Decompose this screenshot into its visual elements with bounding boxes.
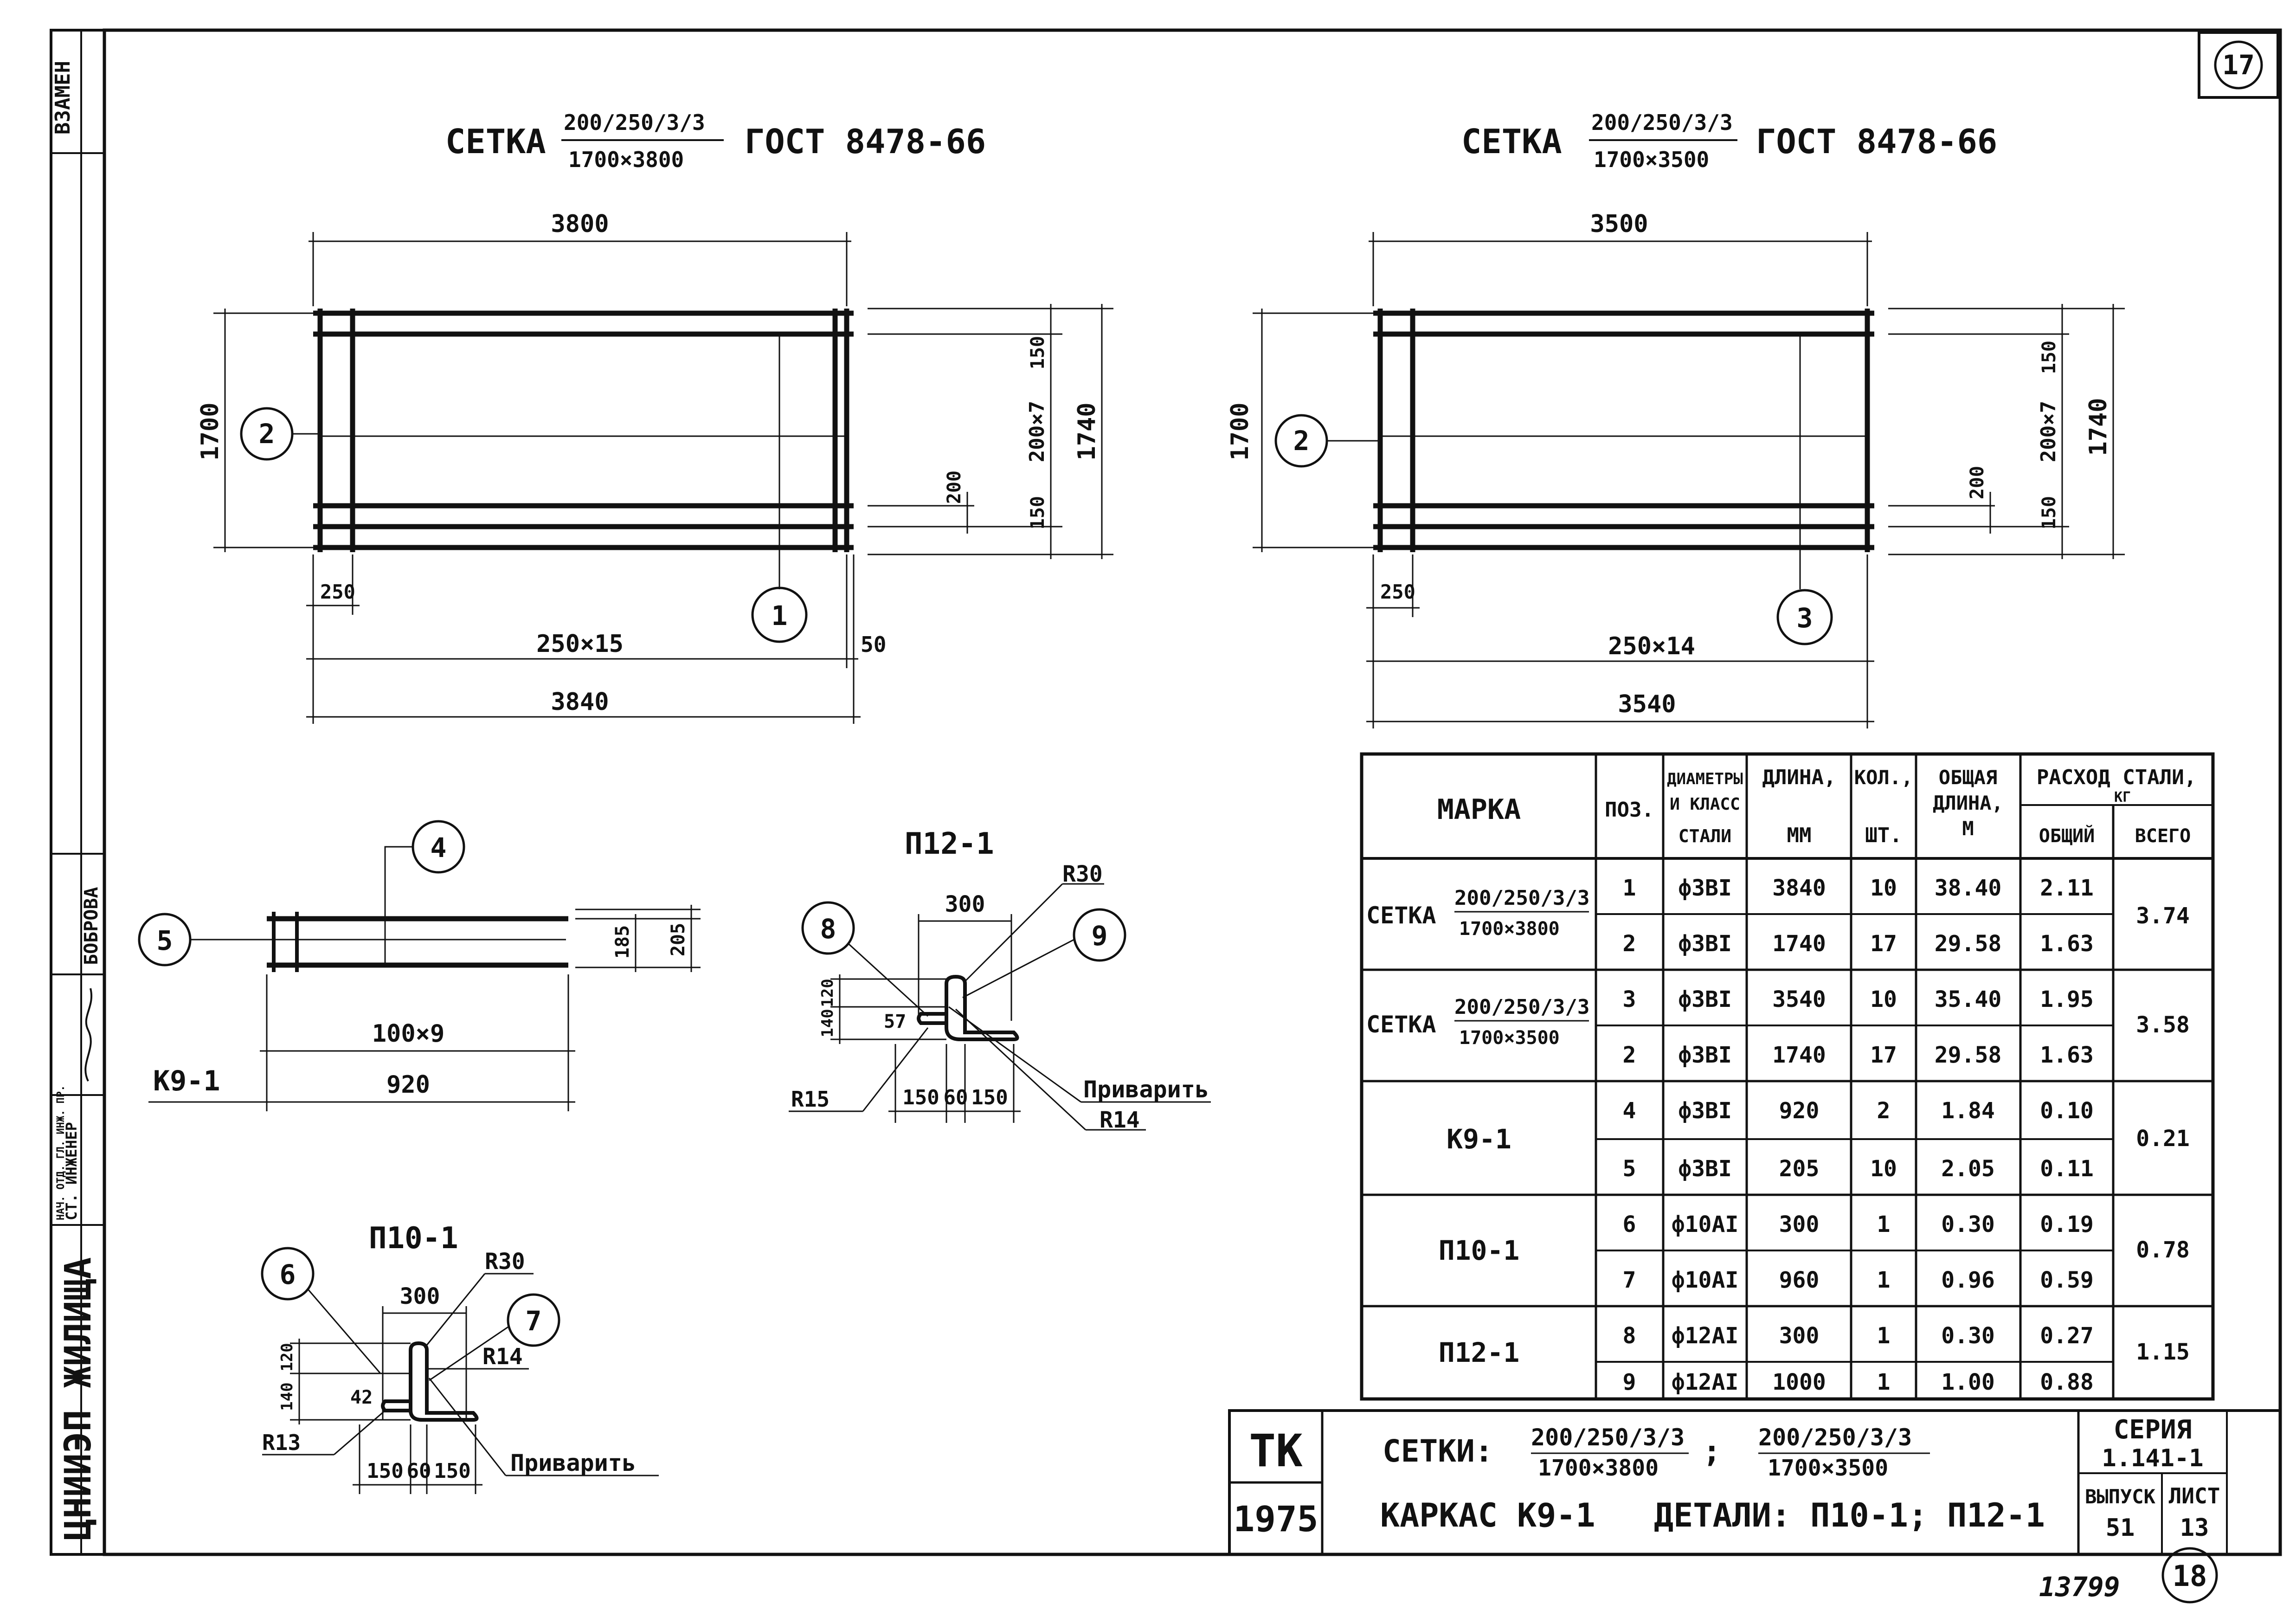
- cell-pos: 4: [1622, 1098, 1636, 1124]
- sheet-value: 13: [2180, 1514, 2209, 1542]
- mesh1-dim-top: 3800: [551, 210, 609, 238]
- cell-kg: 1.63: [2040, 1042, 2094, 1068]
- cell-total: 29.58: [1934, 1042, 2002, 1068]
- p10-weld: Приварить: [510, 1450, 636, 1476]
- p10-title: П10-1: [369, 1221, 458, 1256]
- mesh2-title-word: СЕТКА: [1461, 122, 1562, 161]
- p10-dim-r13: R13: [262, 1430, 301, 1455]
- k9-callout-top: 4: [430, 832, 447, 863]
- cell-total: 35.40: [1934, 986, 2002, 1012]
- p12-weld: Приварить: [1083, 1076, 1209, 1103]
- table-row: [1623, 1369, 2094, 1395]
- issue-value: 51: [2105, 1514, 2135, 1542]
- cell-dia: ф12АI: [1671, 1323, 1739, 1349]
- mesh2-fraction-bottom: 1700×3500: [1594, 147, 1710, 172]
- k9-dim-920: 920: [386, 1071, 430, 1099]
- th-total-3: М: [1962, 817, 1974, 840]
- cell-len: 300: [1779, 1211, 1820, 1237]
- mesh1-title-word: СЕТКА: [445, 122, 546, 161]
- mesh2-dim-150-bottom: 150: [2039, 496, 2060, 530]
- cell-kg: 1.95: [2040, 986, 2094, 1012]
- p12-leader: [849, 944, 928, 1016]
- cell-qty: 1: [1877, 1267, 1891, 1293]
- th-len-2: ММ: [1787, 824, 1812, 847]
- th-steel-unit: КГ: [2114, 789, 2131, 806]
- cell-kg: 0.27: [2040, 1323, 2094, 1349]
- year-label: 1975: [1233, 1498, 1318, 1540]
- issue-label: ВЫПУСК: [2085, 1485, 2155, 1508]
- title-block: [1229, 1411, 2280, 1554]
- p12-dim-60: 60: [943, 1086, 968, 1109]
- cell-total: 1.00: [1941, 1369, 1995, 1395]
- table-row: [1623, 875, 2094, 901]
- detail-p12-drawing: [789, 827, 1211, 1133]
- p12-dim-150a: 150: [902, 1086, 939, 1109]
- mesh2-dim-height: 1700: [1226, 402, 1254, 461]
- tb-frac1-bottom: 1700×3800: [1538, 1455, 1659, 1481]
- cell-dia: ф3ВI: [1678, 1156, 1732, 1182]
- mesh2-dim-250x14: 250×14: [1608, 632, 1695, 660]
- p10-dim-150a: 150: [367, 1459, 404, 1483]
- th-total-2: ДЛИНА,: [1933, 792, 2003, 814]
- tb-frac1-top: 200/250/3/3: [1531, 1424, 1685, 1451]
- tb-frac2-top: 200/250/3/3: [1758, 1424, 1912, 1451]
- th-pos: ПОЗ.: [1605, 798, 1654, 822]
- mesh1-dim-150-bottom: 150: [1027, 496, 1048, 530]
- p12-callout-b: 9: [1091, 920, 1108, 952]
- cell-kg: 0.10: [2040, 1098, 2094, 1124]
- table-row: [1623, 1156, 2094, 1182]
- mesh2-callout-a: 2: [1293, 425, 1310, 457]
- th-steel-each: ОБЩИЙ: [2039, 825, 2095, 847]
- mesh1-dim-50: 50: [861, 632, 887, 657]
- cell-qty: 1: [1877, 1323, 1891, 1349]
- cell-qty: 1: [1877, 1369, 1891, 1395]
- p12-dim-r15: R15: [791, 1087, 830, 1112]
- p12-dim-140: 140: [818, 1009, 837, 1037]
- p12-bar-shape: [919, 1014, 946, 1023]
- detail-p10-drawing: [262, 1221, 659, 1494]
- cell-len: 300: [1779, 1323, 1820, 1349]
- cell-kg: 0.88: [2040, 1369, 2094, 1395]
- cell-dia: ф3ВI: [1678, 931, 1732, 957]
- group-mark: К9-1: [1447, 1123, 1511, 1155]
- cell-total: 0.30: [1941, 1323, 1995, 1349]
- p10-leader: [309, 1290, 380, 1373]
- group-total: 0.78: [2136, 1237, 2190, 1263]
- cell-len: 1000: [1772, 1369, 1826, 1395]
- cell-total: 1.84: [1941, 1098, 1995, 1124]
- cell-pos: 7: [1622, 1267, 1636, 1293]
- th-qty-1: КОЛ.,: [1854, 766, 1913, 789]
- mesh1-fraction-bottom: 1700×3800: [568, 147, 684, 172]
- p12-dim-r30: R30: [1062, 861, 1103, 887]
- tk-label: ТК: [1249, 1425, 1303, 1477]
- table-row: [1623, 1042, 2094, 1068]
- mesh2-fraction-top: 200/250/3/3: [1591, 110, 1733, 135]
- series-value: 1.141-1: [2102, 1444, 2204, 1472]
- th-steel-all: ВСЕГО: [2135, 825, 2191, 847]
- cell-total: 0.96: [1941, 1267, 1995, 1293]
- mesh1-dim-200x7: 200×7: [1025, 400, 1049, 463]
- group-mark: П10-1: [1438, 1235, 1520, 1266]
- mesh2-dim-200: 200: [1967, 465, 1988, 500]
- th-steel-1: РАСХОД СТАЛИ,: [2036, 766, 2197, 789]
- table-row: [1623, 986, 2094, 1012]
- cell-len: 960: [1779, 1267, 1820, 1293]
- p10-dim-300: 300: [399, 1283, 440, 1309]
- cell-pos: 2: [1622, 931, 1636, 957]
- role-row1: НАЧ. ОТД. ГЛ. ИНЖ. ПР.: [55, 1085, 67, 1220]
- cell-qty: 2: [1877, 1098, 1891, 1124]
- cell-pos: 5: [1622, 1156, 1636, 1182]
- p10-callout-a: 6: [279, 1259, 296, 1290]
- cell-pos: 6: [1622, 1211, 1636, 1237]
- p10-callout-b: 7: [525, 1305, 542, 1337]
- k9-dim-185: 185: [612, 925, 633, 959]
- cell-kg: 0.59: [2040, 1267, 2094, 1293]
- tb-frac2-bottom: 1700×3500: [1768, 1455, 1889, 1481]
- th-mark: МАРКА: [1437, 793, 1521, 826]
- p12-dim-150b: 150: [971, 1086, 1008, 1109]
- group-frac-top: 200/250/3/3: [1454, 886, 1590, 910]
- mesh2-dim-3540: 3540: [1618, 690, 1676, 718]
- tb-line1-prefix: СЕТКИ:: [1383, 1433, 1493, 1469]
- cell-kg: 0.19: [2040, 1211, 2094, 1237]
- mesh1-dim-150-top: 150: [1027, 335, 1048, 370]
- mesh1-dim-250: 250: [320, 580, 355, 603]
- cell-kg: 1.63: [2040, 931, 2094, 957]
- th-total-1: ОБЩАЯ: [1938, 766, 1998, 789]
- cell-pos: 3: [1622, 986, 1636, 1012]
- tb-sep: ;: [1703, 1433, 1721, 1469]
- th-dia-1: ДИАМЕТРЫ: [1667, 770, 1743, 788]
- archive-number: 13799: [2039, 1571, 2120, 1603]
- mesh2-dim-150-top: 150: [2039, 340, 2060, 374]
- mesh1-dim-height: 1700: [196, 402, 224, 461]
- cell-qty: 1: [1877, 1211, 1891, 1237]
- mesh2-dim-top: 3500: [1590, 210, 1648, 238]
- sheet-number: 17: [2222, 49, 2255, 81]
- p12-dim-120: 120: [818, 979, 837, 1007]
- group-frac-top: 200/250/3/3: [1454, 995, 1590, 1019]
- table-row: [1623, 1323, 2094, 1349]
- p12-callout-a: 8: [820, 913, 836, 945]
- table-row: [1623, 1211, 2094, 1237]
- k9-callout-left: 5: [156, 925, 173, 956]
- cell-total: 29.58: [1934, 931, 2002, 957]
- cell-qty: 10: [1870, 875, 1897, 901]
- p12-leader: [963, 940, 1074, 998]
- k9-label: К9-1: [153, 1065, 220, 1097]
- k9-dim-205: 205: [668, 922, 689, 957]
- table-row: [1623, 931, 2094, 957]
- frame-k9-drawing: [139, 821, 701, 1111]
- cell-len: 3540: [1772, 986, 1826, 1012]
- cell-len: 205: [1779, 1156, 1820, 1182]
- p10-bar-shape: [383, 1401, 411, 1411]
- replace-label: ВЗАМЕН: [51, 61, 75, 135]
- th-qty-2: ШТ.: [1865, 824, 1902, 847]
- mesh1-standard: ГОСТ 8478-66: [745, 122, 986, 161]
- group-mark: СЕТКА: [1366, 1011, 1436, 1038]
- cell-dia: ф12АI: [1671, 1369, 1739, 1395]
- group-frac-bottom: 1700×3800: [1459, 918, 1560, 940]
- table-row: [1623, 1098, 2094, 1124]
- k9-dim-100x9: 100×9: [372, 1020, 445, 1048]
- mesh2-dim-250: 250: [1380, 580, 1415, 603]
- cell-len: 920: [1779, 1098, 1820, 1124]
- cell-qty: 10: [1870, 986, 1897, 1012]
- table-row: [1623, 1267, 2094, 1293]
- group-frac-bottom: 1700×3500: [1459, 1027, 1560, 1049]
- cell-qty: 10: [1870, 1156, 1897, 1182]
- cell-total: 38.40: [1934, 875, 2002, 901]
- cell-total: 2.05: [1941, 1156, 1995, 1182]
- p10-dim-140: 140: [278, 1382, 296, 1411]
- mesh2-callout-b: 3: [1796, 602, 1813, 634]
- cell-dia: ф3ВI: [1678, 1042, 1732, 1068]
- p12-dim-r14: R14: [1100, 1107, 1140, 1133]
- series-label: СЕРИЯ: [2113, 1415, 2192, 1445]
- k9-leader: [385, 847, 413, 965]
- mesh1-dim-3840: 3840: [551, 688, 609, 716]
- p12-dim-300: 300: [945, 891, 985, 917]
- table-border: [1362, 754, 2213, 1399]
- page-number: 18: [2172, 1559, 2207, 1593]
- cell-kg: 0.11: [2040, 1156, 2094, 1182]
- signature-mark: [85, 988, 91, 1081]
- mesh2-dim-1740: 1740: [2084, 398, 2112, 456]
- cell-qty: 17: [1870, 931, 1897, 957]
- group-total: 3.58: [2136, 1012, 2190, 1038]
- cell-len: 1740: [1772, 931, 1826, 957]
- mesh1-callout-b: 1: [771, 600, 788, 632]
- p10-dim-r14: R14: [482, 1344, 523, 1370]
- th-dia-3: СТАЛИ: [1678, 826, 1732, 846]
- cell-dia: ф10АI: [1671, 1267, 1739, 1293]
- cell-dia: ф10АI: [1671, 1211, 1739, 1237]
- cell-dia: ф3ВI: [1678, 1098, 1732, 1124]
- th-len-1: ДЛИНА,: [1762, 766, 1836, 789]
- p10-dim-42: 42: [350, 1387, 373, 1408]
- mesh2-standard: ГОСТ 8478-66: [1756, 122, 1998, 161]
- mesh1-dim-200: 200: [944, 470, 965, 504]
- th-dia-2: И КЛАСС: [1670, 795, 1740, 814]
- cell-pos: 2: [1622, 1042, 1636, 1068]
- cell-pos: 9: [1622, 1369, 1636, 1395]
- cell-total: 0.30: [1941, 1211, 1995, 1237]
- p10-dim-120: 120: [278, 1343, 296, 1372]
- cell-qty: 17: [1870, 1042, 1897, 1068]
- tb-line2: КАРКАС К9-1 ДЕТАЛИ: П10-1; П12-1: [1380, 1496, 2045, 1534]
- surname: БОБРОВА: [81, 887, 102, 965]
- group-total: 1.15: [2136, 1339, 2190, 1365]
- p10-dim-150b: 150: [434, 1459, 471, 1483]
- mesh1-dim-1740: 1740: [1073, 402, 1101, 461]
- cell-dia: ф3ВI: [1678, 986, 1732, 1012]
- spec-table: [1362, 754, 2213, 1399]
- cell-pos: 1: [1622, 875, 1636, 901]
- p10-dim-60: 60: [406, 1459, 431, 1483]
- group-mark: П12-1: [1438, 1337, 1520, 1368]
- cell-pos: 8: [1622, 1323, 1636, 1349]
- cell-len: 1740: [1772, 1042, 1826, 1068]
- mesh2-dim-200x7: 200×7: [2037, 400, 2060, 463]
- p12-title: П12-1: [905, 827, 994, 861]
- mesh1-dim-250x15: 250×15: [536, 630, 624, 658]
- p12-dim-57: 57: [884, 1011, 907, 1032]
- mesh1-callout-a: 2: [258, 418, 275, 450]
- cell-kg: 2.11: [2040, 875, 2094, 901]
- group-mark: СЕТКА: [1366, 902, 1436, 929]
- sheet-label: ЛИСТ: [2168, 1483, 2220, 1508]
- p10-dim-r30: R30: [485, 1249, 525, 1275]
- role-row2: СТ. ИНЖЕНЕР: [63, 1122, 80, 1220]
- mesh2-drawing: [1226, 110, 2125, 728]
- group-total: 3.74: [2136, 903, 2190, 929]
- group-total: 0.21: [2136, 1126, 2190, 1152]
- cell-dia: ф3ВI: [1678, 875, 1732, 901]
- mesh1-drawing: [196, 110, 1113, 724]
- mesh1-fraction-top: 200/250/3/3: [564, 110, 705, 135]
- org-name: ЦНИИЭП ЖИЛИЩА: [58, 1257, 99, 1540]
- cell-len: 3840: [1772, 875, 1826, 901]
